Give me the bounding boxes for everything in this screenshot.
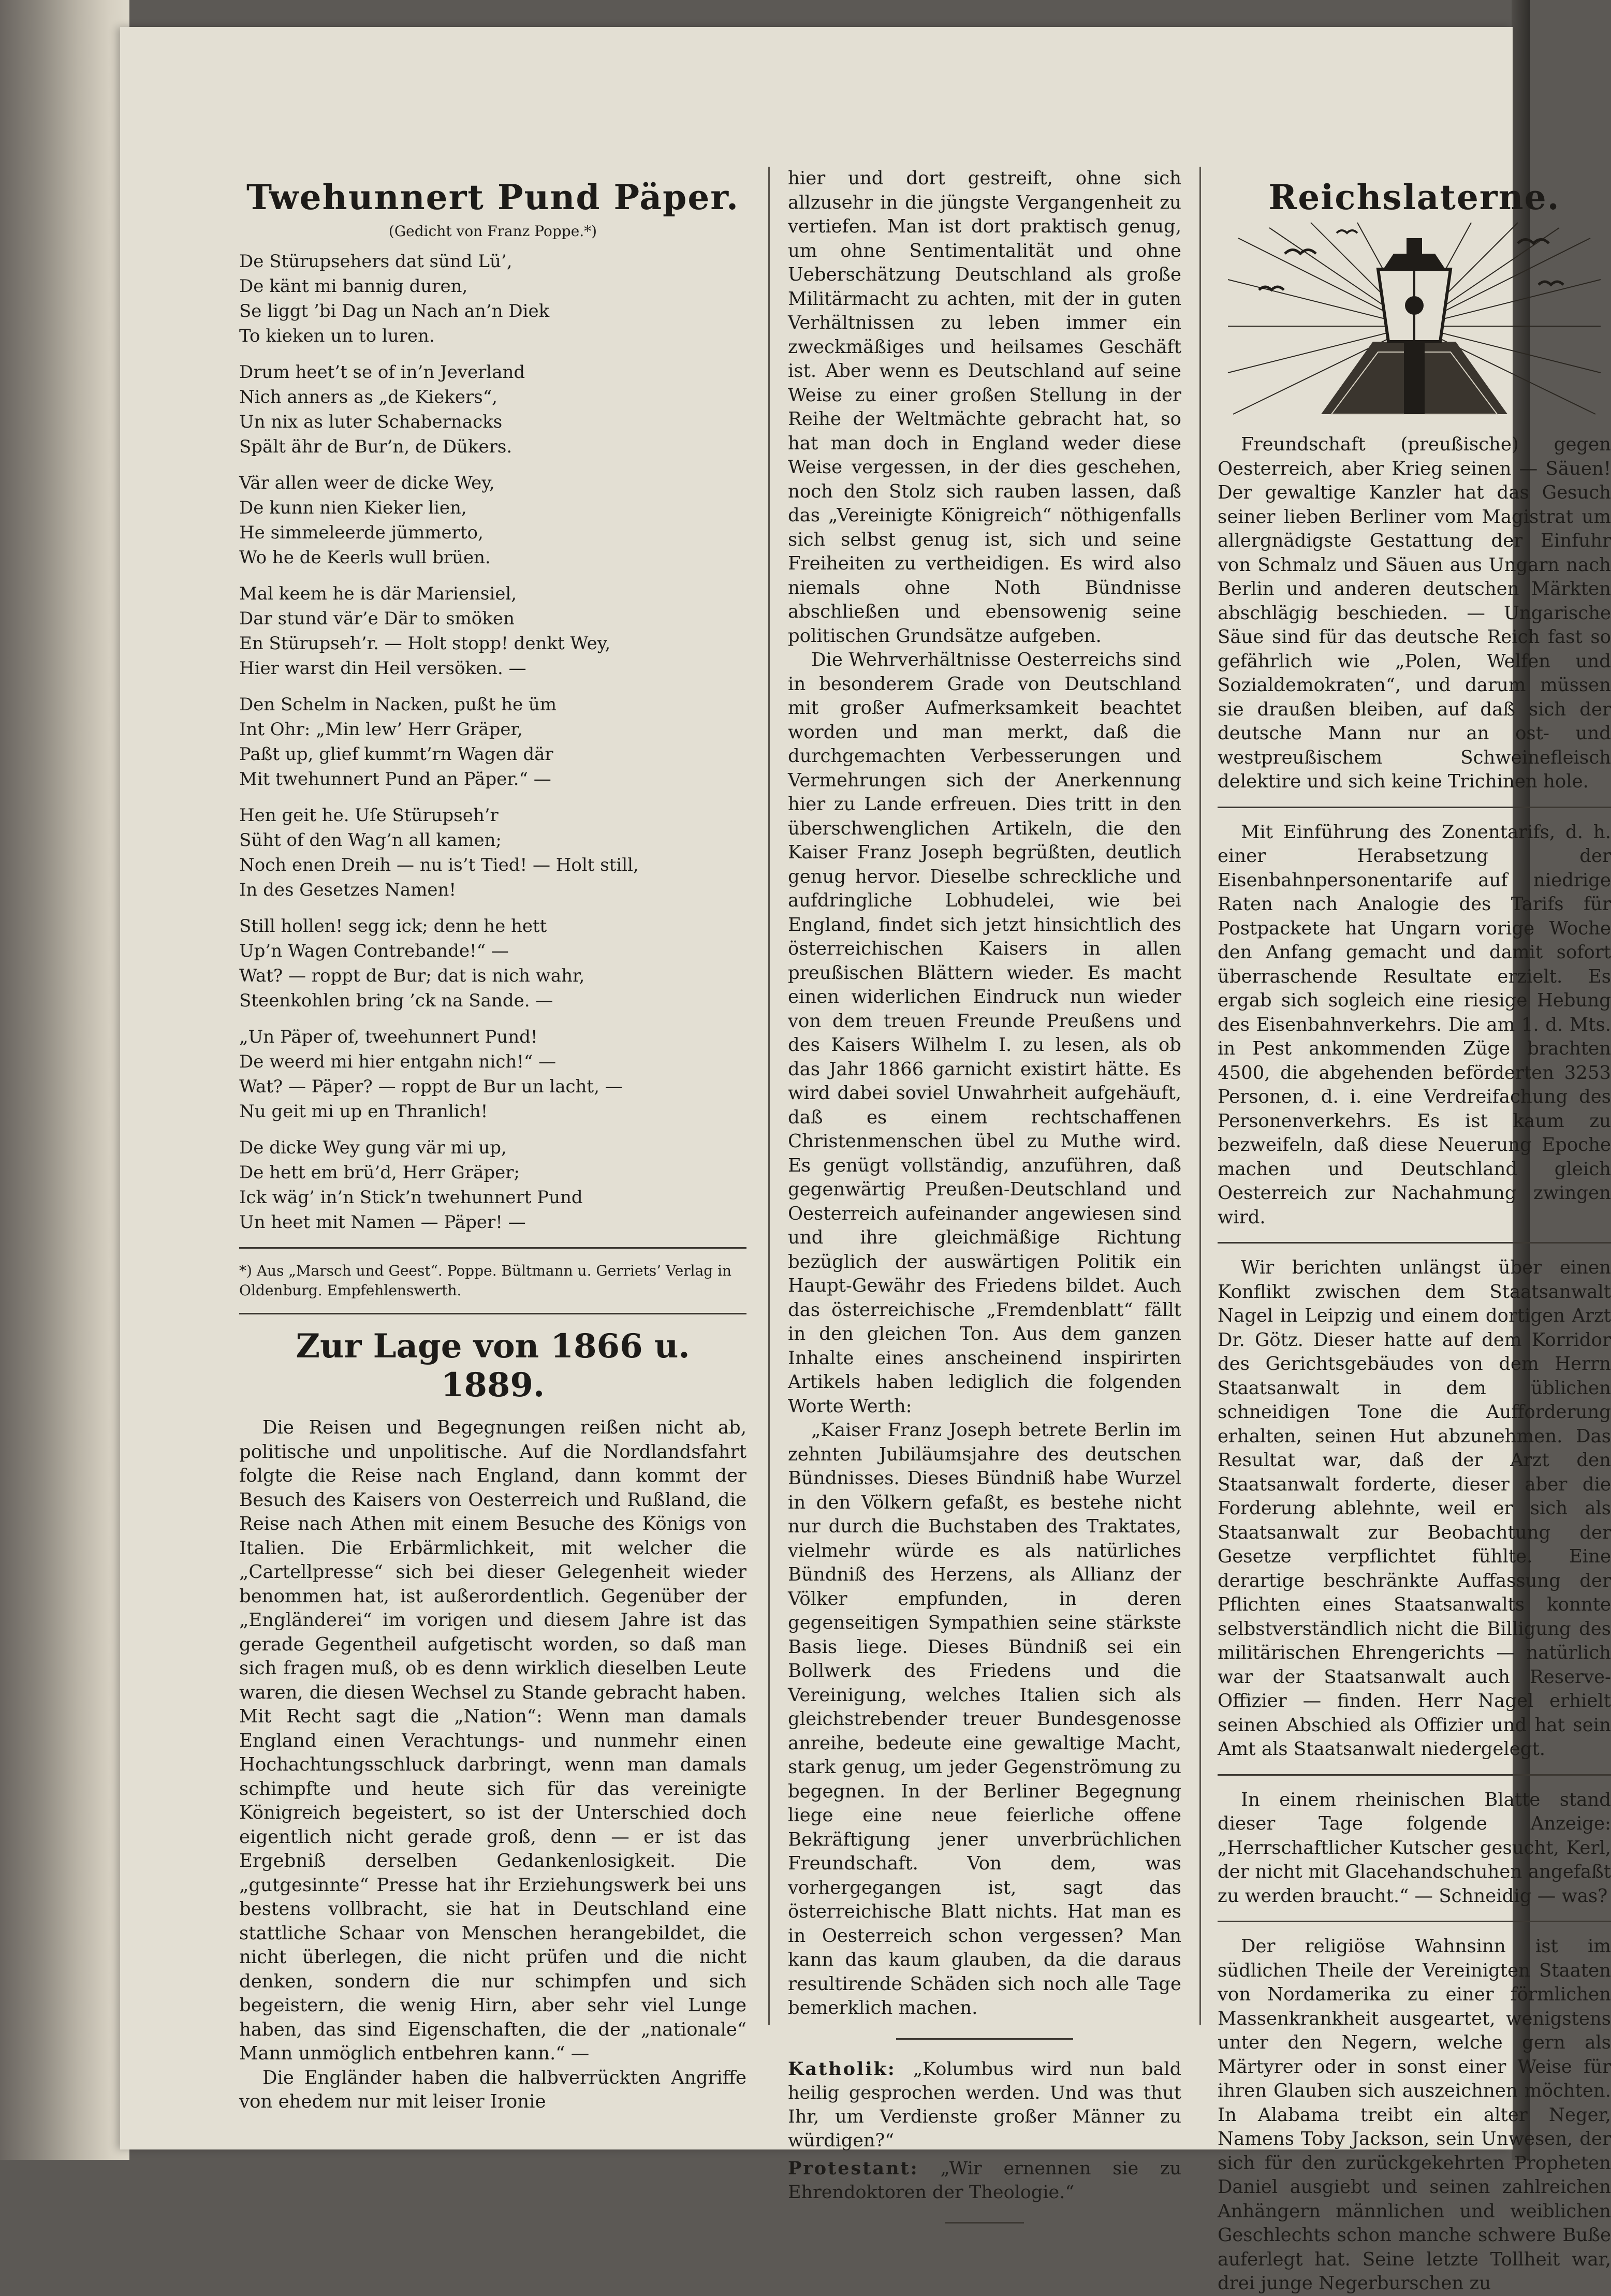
article-paragraph: Mit Einführung des Zonentarifs, d. h. einer Herabsetzung der Eisenbahnpersonentarife auf niedrige Raten nach Analogie des Tarifs für Postpackete hat Ungarn vorige Woche den Anfang gemacht und damit sofort überraschende Resultate erzielt. Es ergab sich sogleich eine riesige Hebung des Eisenbahnverkehrs. Die am 1. d. Mts. in Pest ankommenden Züge brachten 4500, die abgehenden beförderten 3253 Personen, d. i. eine Verdreifachung des Personenverkehrs. Es ist kaum zu bezweifeln, daß diese Neuerung Epoche machen und Deutschland gleich Oesterreich zur Nachahmung zwingen wird. — [1218, 821, 1611, 1228]
poem-line: Mal keem he is där Mariensiel, — [239, 583, 517, 604]
divider — [1218, 807, 1611, 808]
poem-line: Noch enen Dreih — nu is’t Tied! — Holt still, — [239, 855, 639, 875]
poem-line: Drum heet’t se of in’n Jeverland — [239, 362, 525, 383]
divider — [1218, 1774, 1611, 1776]
article-paragraph: „Kaiser Franz Joseph betrete Berlin im zehnten Jubiläumsjahre des deutschen Bündnisses. Dieses Bündniß habe Wurzel in den Völkern gefaßt, es bestehe nicht nur durch die Buchstaben des Traktates, vielmehr würde es als natürliches Bündniß des Herzens, als Allianz der Völker empfunden, in deren gegenseitigen Sympathien seine stärkste Basis liege. Dieses Bündniß sei ein Bollwerk des Friedens und die Vereinigung, welches Italien sich als gleichstrebender treuer Bundesgenosse anreihe, bedeute eine gewaltige Macht, stark genug, um jeder Gegenströmung zu begegnen. In der Berliner Begegnung liege eine neue feierliche offene Bekräftigung jener unverbrüchlichen Freundschaft. Von dem, was vorhergegangen ist, sagt das österreichische Blatt nichts. Hat man es in Oesterreich schon vergessen? Man kann das kaum glauben, da die daraus resultirende Schäden sich noch alle Tage bemerklich machen. — [788, 1420, 1181, 2019]
dialog-text: „Kolumbus wird nun bald heilig gesprochen werden. Und was thut Ihr, um Verdienste großer Männer zu würdigen?“ — [788, 2058, 1181, 2151]
poem-line: Un heet mit Namen — Päper! — — [239, 1212, 526, 1233]
dialog-speaker: Katholik: — [788, 2058, 896, 2080]
poem-line: De dicke Wey gung vär mi up, — [239, 1137, 507, 1158]
article-title: Zur Lage von 1866 u. 1889. — [296, 1327, 690, 1405]
poem-line: Wat? — Päper? — roppt de Bur un lacht, — — [239, 1076, 623, 1097]
poem-line: Vär allen weer de dicke Wey, — [239, 473, 495, 493]
poem-line: Den Schelm in Nacken, pußt he üm — [239, 694, 557, 715]
poem-stanza — [239, 471, 746, 570]
poem-line: Wat? — roppt de Bur; dat is nich wahr, — [239, 966, 585, 986]
poem-line: De hett em brü’d, Herr Gräper; — [239, 1162, 520, 1183]
poem-line: To kieken un to luren. — [239, 326, 435, 346]
divider — [239, 1313, 746, 1314]
lantern-illustration — [1228, 223, 1601, 419]
divider — [945, 2222, 1024, 2224]
poem-line: Int Ohr: „Min lew’ Herr Gräper, — [239, 719, 523, 740]
poem-line: De weerd mi hier entgahn nich!“ — — [239, 1051, 556, 1072]
article-paragraph: Der religiöse Wahnsinn ist im südlichen Theile der Vereinigten Staaten von Nordamerika zu einer förmlichen Massenkrankheit ausgeartet, wenigstens unter den Negern, welche gern als Märtyrer oder in sonst einer Weise für ihren Glauben sich auszeichnen möchten. In Alabama treibt ein alter Neger, Namens Toby Jackson, sein Unwesen, der sich für den zurückgekehrten Propheten Daniel ausgiebt und seinen zahlreichen Anhängern männlichen und weiblichen Geschlechts schon manche schwere Buße auferlegt hat. Seine letzte Tollheit war, drei junge Negerburschen zu — [1218, 1936, 1611, 2294]
poem — [239, 249, 746, 1235]
column-rule — [768, 167, 770, 2025]
column-left — [239, 146, 746, 2112]
poem-line: Spält ähr de Bur’n, de Dükers. — [239, 436, 512, 457]
poem-stanza — [239, 1025, 746, 1124]
article-paragraph: In einem rheinischen Blatte stand dieser Tage folgende Anzeige: „Herrschaftlicher Kutscher gesucht, Kerl, der nicht mit Glacehandschuhen angefaßt zu werden braucht.“ — Schneidig — was? — [1218, 1789, 1611, 1907]
book-page-stack — [0, 0, 129, 2160]
section-title: Reichslaterne. — [1268, 177, 1560, 217]
poem-line: De kunn nien Kieker lien, — [239, 498, 467, 518]
dialog-line — [788, 2057, 1181, 2153]
divider — [1218, 1921, 1611, 1922]
newspaper-page — [120, 27, 1611, 2294]
poem-line: Dar stund vär’e Där to smöken — [239, 608, 515, 629]
poem-line: De känt mi bannig duren, — [239, 276, 468, 297]
column-rule — [1199, 167, 1201, 2025]
dialog-text: „Wir ernennen sie zu Ehrendoktoren der Theologie.“ — [788, 2158, 1181, 2203]
poem-line: Paßt up, glief kummt’rn Wagen där — [239, 744, 553, 765]
poem-line: Mit twehunnert Pund an Päper.“ — — [239, 769, 551, 789]
poem-line: De Stürupsehers dat sünd Lü’, — [239, 251, 512, 272]
poem-line: „Un Päper of, tweehunnert Pund! — [239, 1027, 538, 1047]
poem-line: En Stürupseh’r. — Holt stopp! denkt Wey, — [239, 633, 611, 654]
poem-line: Wo he de Keerls wull brüen. — [239, 547, 491, 568]
poem-line: Still hollen! segg ick; denn he hett — [239, 916, 547, 937]
poem-line: He simmeleerde jümmerto, — [239, 522, 484, 543]
poem-line: Nich anners as „de Kiekers“, — [239, 387, 497, 407]
poem-title: Twehunnert Pund Päper. — [246, 177, 739, 217]
column-right — [1218, 146, 1611, 2294]
poem-stanza — [239, 581, 746, 681]
poem-line: Süht of den Wag’n all kamen; — [239, 830, 502, 851]
poem-footnote: *) Aus „Marsch und Geest“. Poppe. Bültmann u. Gerriets’ Verlag in Oldenburg. Empfehlenswerth. — [239, 1262, 732, 1299]
poem-line: Steenkohlen bring ’ck na Sande. — — [239, 990, 553, 1011]
poem-stanza — [239, 360, 746, 459]
divider — [896, 2038, 1073, 2040]
poem-line: Un nix as luter Schabernacks — [239, 412, 503, 432]
article-paragraph: Wir berichten unlängst über einen Konflikt zwischen dem Staatsanwalt Nagel in Leipzig und einem dortigen Arzt Dr. Götz. Dieser hatte auf dem Korridor des Gerichtsgebäudes von dem Herrn Staatsanwalt in dem üblichen schneidigen Tone die Aufforderung erhalten, seinen Hut abzunehmen. Das Resultat war, daß der Arzt den Staatsanwalt forderte, dieser aber die Forderung ablehnte, weil er sich als Staatsanwalt zur Beobachtung der Gesetze verpflichtet fühlte. Eine derartige beschränkte Auffassung der Pflichten eines Staatsanwalts konnte selbstverständlich nicht die Billigung des militärischen Ehrengerichts — natürlich war der Staatsanwalt auch Reserve-Offizier — finden. Herr Nagel erhielt seinen Abschied als Offizier und hat sein Amt als Staatsanwalt niedergelegt. — [1218, 1257, 1611, 1760]
divider — [1218, 1242, 1611, 1244]
poem-stanza — [239, 249, 746, 348]
divider — [239, 1247, 746, 1249]
dialog-line — [788, 2157, 1181, 2204]
poem-line: Hier warst din Heil versöken. — — [239, 658, 526, 679]
article-paragraph: hier und dort gestreift, ohne sich allzusehr in die jüngste Vergangenheit zu vertiefen. Man ist dort praktisch genug, um ohne Sentimentalität und ohne Ueberschätzung Deutschland als große Militärmacht zu achten, mit der in guten Verhältnissen zu leben immer ein zweckmäßiges und heilsames Geschäft ist. Aber wenn es Deutschland auf seine Weise zu einer großen Stellung in der Reihe der Weltmächte gebracht hat, so hat man doch in England weder diese Weise vergessen, in der dies geschehen, noch den Stolz sich rauben lassen, daß das „Vereinigte Königreich“ nöthigenfalls sich selbst genug ist, sich und seine Freiheiten zu vertheidigen. Es wird also niemals ohne Noth Bündnisse abschließen und ebensowenig seine politischen Grundsätze aufgeben. — [788, 168, 1181, 647]
article-paragraph: Freundschaft (preußische) gegen Oesterreich, aber Krieg seinen — Säuen! Der gewaltige Kanzler hat das Gesuch seiner lieben Berliner vom Magistrat um allergnädigste Gestattung der Einfuhr von Schmalz und Säuen aus Ungarn nach Berlin und anderen deutschen Märkten abschlägig beschieden. — Ungarische Säue sind für das deutsche Reich fast so gefährlich wie „Polen, Welfen und Sozialdemokraten“, und darum müssen sie draußen bleiben, auf daß sich der deutsche Mann nur an ost- und westpreußischem Schweinefleisch delektire und sich keine Trichinen hole. — [1218, 434, 1611, 792]
poem-line: Up’n Wagen Contrebande!“ — — [239, 941, 509, 961]
poem-stanza — [239, 1135, 746, 1235]
poem-line: Hen geit he. Uſe Stürupseh’r — [239, 805, 499, 826]
poem-line: Nu geit mi up en Thranlich! — [239, 1101, 488, 1122]
poem-line: Ick wäg’ in’n Stick’n twehunnert Pund — [239, 1187, 583, 1208]
dialog-speaker: Protestant: — [788, 2157, 919, 2179]
article-paragraph: Die Reisen und Begegnungen reißen nicht ab, politische und unpolitische. Auf die Nordlandsfahrt folgte die Reise nach England, dann kommt der Besuch des Kaisers von Oesterreich und Rußland, die Reise nach Athen mit einem Besuche des Königs von Italien. Die Erbärmlichkeit, mit welcher die „Cartellpresse“ sich bei dieser Gelegenheit wieder benommen hat, ist außerordentlich. Gegenüber der „Engländerei“ im vorigen und diesem Jahre ist das gerade Gegentheil aufgetischt worden, so daß man sich fragen muß, ob es denn wirklich dieselben Leute waren, die diesen Wechsel zu Stande gebracht haben. Mit Recht sagt die „Nation“: Wenn man damals England einen Verachtungs- und nunmehr einen Hochachtungsschluck darbringt, wenn man damals schimpfte und heute sich für das vereinigte Königreich begeistert, so ist der Unterschied doch eigentlich nicht gerade groß, denn — er ist das Ergebniß derselben Gedankenlosigkeit. Die „gutgesinnte“ Presse hat ihr Erziehungswerk bei uns bestens vollbracht, sie hat in Deutschland eine stattliche Schaar von Menschen herangebildet, die nicht überlegen, die nicht prüfen und die nicht denken, sondern die nur schimpfen und sich begeistern, die wenig Hirn, aber sehr viel Lunge haben, das sind Eigenschaften, die der „nationale“ Mann unmöglich entbehren kann.“ — — [239, 1417, 746, 2064]
poem-stanza — [239, 692, 746, 792]
poem-byline: (Gedicht von Franz Poppe.*) — [388, 223, 597, 240]
poem-line: In des Gesetzes Namen! — [239, 880, 457, 900]
article-paragraph: Die Engländer haben die halbverrückten Angriffe von ehedem nur mit leiser Ironie — [239, 2067, 746, 2112]
column-middle — [788, 167, 1181, 2203]
poem-stanza — [239, 803, 746, 902]
article-paragraph: Die Wehrverhältnisse Oesterreichs sind in besonderem Grade von Deutschland mit großer Aufmerksamkeit beachtet worden und man merkt, daß die durchgemachten Verbesserungen und Vermehrungen sich der Anerkennung hier zu Lande erfreuen. Dies tritt in den überschwenglichen Artikeln, die den Kaiser Franz Joseph begrüßten, deutlich genug hervor. Dieselbe schreckliche und aufdringliche Lobhudelei, wie bei England, findet sich jetzt hinsichtlich des österreichischen Kaisers in allen preußischen Blättern wieder. Es macht einen widerlichen Eindruck nun wieder von dem treuen Freunde Preußens und des Kaisers Wilhelm I. zu lesen, als ob das Jahr 1866 garnicht existirt hätte. Es wird dabei soviel Unwahrheit aufgehäuft, daß es einem rechtschaffenen Christenmenschen übel zu Muthe wird. Es genügt vollständig, anzuführen, daß gegenwärtig Preußen-Deutschland und Oesterreich aufeinander angewiesen sind und ihre gleichmäßige Richtung bezüglich der auswärtigen Politik ein Haupt-Gewähr des Friedens bildet. Auch das österreichische „Fremdenblatt“ fällt in den gleichen Ton. Aus dem ganzen Inhalte eines anscheinend inspirirten Artikels haben lediglich die folgenden Worte Werth: — [788, 649, 1181, 1417]
poem-stanza — [239, 914, 746, 1013]
poem-line: Se liggt ’bi Dag un Nach an’n Diek — [239, 301, 550, 321]
